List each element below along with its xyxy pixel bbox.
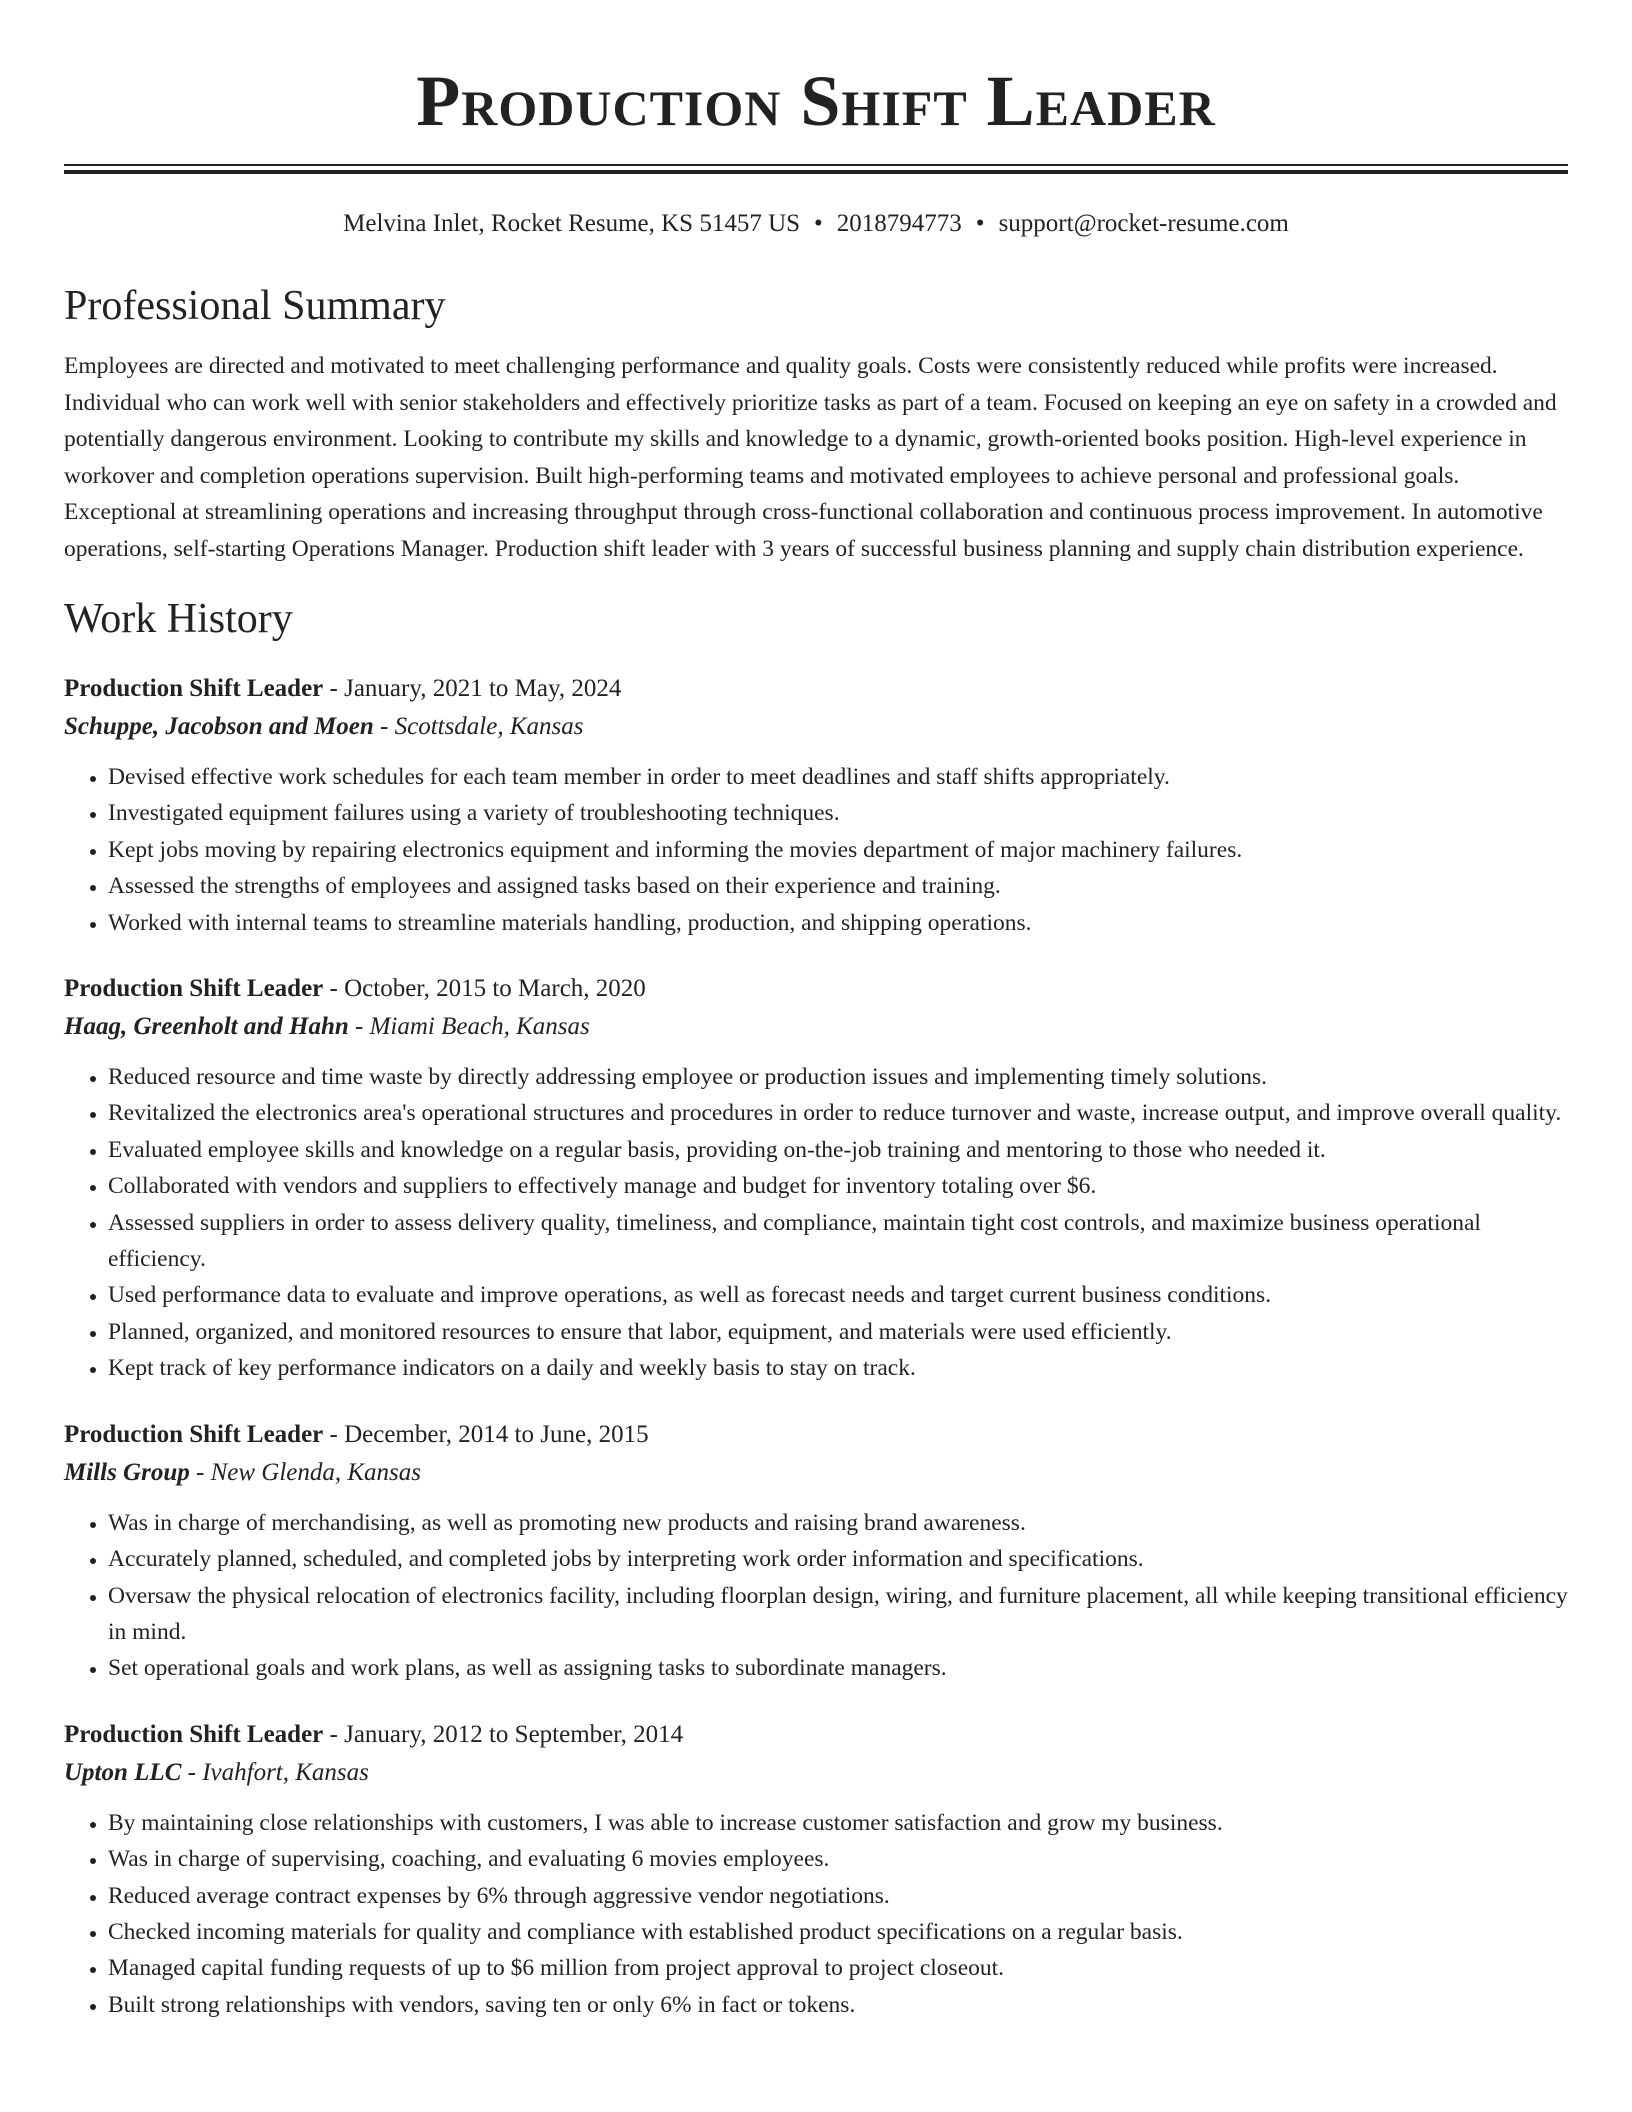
job-location: New Glenda, Kansas <box>210 1458 421 1486</box>
job-bullet: • Set operational goals and work plans, as well as assigning tasks to subordinate managers. <box>108 1650 1568 1686</box>
job-bullets <box>64 1505 1568 1687</box>
contact-line <box>64 208 1568 240</box>
summary-text: Employees are directed and motivated to meet challenging performance and quality goals. Costs were consistently reduced while profits were increased. Individual who can work well with senior stakeholders and effectively prioritize tasks as part of a team. Focused on keeping an eye on safety in a crowded and potentially dangerous environment. Looking to contribute my skills and knowledge to a dynamic, growth-oriented books position. High-level experience in workover and completion operations supervision. Built high-performing teams and motivated employees to achieve personal and professional goals. Exceptional at streamlining operations and increasing throughput through cross-functional collaboration and continuous process improvement. In automotive operations, self-starting Operations Manager. Production shift leader with 3 years of successful business planning and supply chain distribution experience. <box>64 353 1557 562</box>
job-dates: January, 2021 to May, 2024 <box>344 675 622 702</box>
job-list <box>64 671 1568 2023</box>
job-bullets <box>64 759 1568 941</box>
job-location: Ivahfort, Kansas <box>202 1758 369 1786</box>
job-bullet: • Oversaw the physical relocation of electronics facility, including floorplan design, wiring, and furniture placement, all while keeping transitional efficiency in mind. <box>108 1578 1568 1651</box>
work-history-heading: Work History <box>64 596 293 642</box>
job-bullet: • Devised effective work schedules for each team member in order to meet deadlines and staff shifts appropriately. <box>108 759 1568 795</box>
job-bullet: • Collaborated with vendors and suppliers to effectively manage and budget for inventory totaling over $6. <box>108 1168 1568 1204</box>
job-bullet: • Used performance data to evaluate and improve operations, as well as forecast needs and target current business conditions. <box>108 1277 1568 1313</box>
job-bullet: • Reduced average contract expenses by 6% through aggressive vendor negotiations. <box>108 1878 1568 1914</box>
job-title-line <box>64 1717 1568 1753</box>
job-entry <box>64 1717 1568 2023</box>
job-dash: - <box>323 675 345 702</box>
summary-heading: Professional Summary <box>64 283 446 329</box>
page-title: Production Shift Leader <box>416 61 1216 141</box>
job-location: Scottsdale, Kansas <box>394 713 584 740</box>
job-title: Production Shift Leader <box>64 1720 324 1748</box>
contact-separator: • <box>975 210 985 237</box>
job-bullet: • Built strong relationships with vendors, saving ten or only 6% in fact or tokens. <box>108 1987 1568 2023</box>
job-location: Miami Beach, Kansas <box>369 1013 590 1041</box>
job-dates: October, 2015 to March, 2020 <box>344 975 646 1003</box>
job-entry <box>64 971 1568 1387</box>
contact-address: Melvina Inlet, Rocket Resume, KS 51457 US <box>343 210 801 237</box>
job-bullet: • By maintaining close relationships with customers, I was able to increase customer satisfaction and grow my business. <box>108 1805 1568 1841</box>
job-company: Haag, Greenholt and Hahn <box>64 1013 349 1041</box>
job-bullet: • Checked incoming materials for quality and compliance with established product specifications on a regular basis. <box>108 1914 1568 1950</box>
job-title-line <box>64 1417 1568 1453</box>
resume-page <box>64 0 1568 2023</box>
job-dash: - <box>348 1013 370 1041</box>
job-dash: - <box>323 1420 345 1448</box>
job-bullets <box>64 1805 1568 2023</box>
contact-email: support@rocket-resume.com <box>998 210 1289 237</box>
job-bullets <box>64 1059 1568 1387</box>
job-bullet: • Reduced resource and time waste by directly addressing employee or production issues and implementing timely solutions. <box>108 1059 1568 1095</box>
job-dates: January, 2012 to September, 2014 <box>344 1720 684 1748</box>
job-bullet: • Planned, organized, and monitored resources to ensure that labor, equipment, and materials were used efficiently. <box>108 1314 1568 1350</box>
job-dash: - <box>373 713 395 740</box>
job-bullet: • Worked with internal teams to streamline materials handling, production, and shipping operations. <box>108 905 1568 941</box>
job-company-line <box>64 1007 1568 1047</box>
job-bullet: • Evaluated employee skills and knowledge on a regular basis, providing on-the-job training and mentoring to those who needed it. <box>108 1132 1568 1168</box>
job-bullet: • Revitalized the electronics area's operational structures and procedures in order to reduce turnover and waste, increase output, and improve overall quality. <box>108 1095 1568 1131</box>
job-dates: December, 2014 to June, 2015 <box>344 1420 649 1448</box>
job-dash: - <box>323 975 345 1003</box>
job-bullet: • Was in charge of supervising, coaching, and evaluating 6 movies employees. <box>108 1841 1568 1877</box>
job-bullet: • Was in charge of merchandising, as well as promoting new products and raising brand awareness. <box>108 1505 1568 1541</box>
job-title: Production Shift Leader <box>64 675 324 702</box>
job-entry <box>64 671 1568 941</box>
job-bullet: • Kept jobs moving by repairing electronics equipment and informing the movies department of major machinery failures. <box>108 832 1568 868</box>
job-bullet: • Kept track of key performance indicators on a daily and weekly basis to stay on track. <box>108 1350 1568 1386</box>
job-company: Schuppe, Jacobson and Moen <box>64 713 374 740</box>
job-bullet: • Assessed suppliers in order to assess delivery quality, timeliness, and compliance, maintain tight cost controls, and maximize business operational efficiency. <box>108 1205 1568 1278</box>
job-company-line <box>64 707 1568 747</box>
job-dash: - <box>181 1758 203 1786</box>
job-title: Production Shift Leader <box>64 1420 324 1448</box>
job-company-line <box>64 1753 1568 1793</box>
job-bullet: • Investigated equipment failures using a variety of troubleshooting techniques. <box>108 795 1568 831</box>
job-title-line <box>64 671 1568 707</box>
job-dash: - <box>189 1458 211 1486</box>
job-dash: - <box>323 1720 345 1748</box>
job-company: Mills Group <box>64 1458 190 1486</box>
job-company: Upton LLC <box>64 1758 182 1786</box>
job-bullet: • Managed capital funding requests of up to $6 million from project approval to project closeout. <box>108 1950 1568 1986</box>
job-title: Production Shift Leader <box>64 975 324 1003</box>
job-bullet: • Accurately planned, scheduled, and completed jobs by interpreting work order information and specifications. <box>108 1541 1568 1577</box>
title-divider <box>64 164 1568 174</box>
contact-separator: • <box>814 210 823 237</box>
job-bullet: • Assessed the strengths of employees and assigned tasks based on their experience and training. <box>108 868 1568 904</box>
contact-phone: 2018794773 <box>836 210 962 237</box>
job-entry <box>64 1417 1568 1687</box>
job-title-line <box>64 971 1568 1007</box>
job-company-line <box>64 1453 1568 1493</box>
